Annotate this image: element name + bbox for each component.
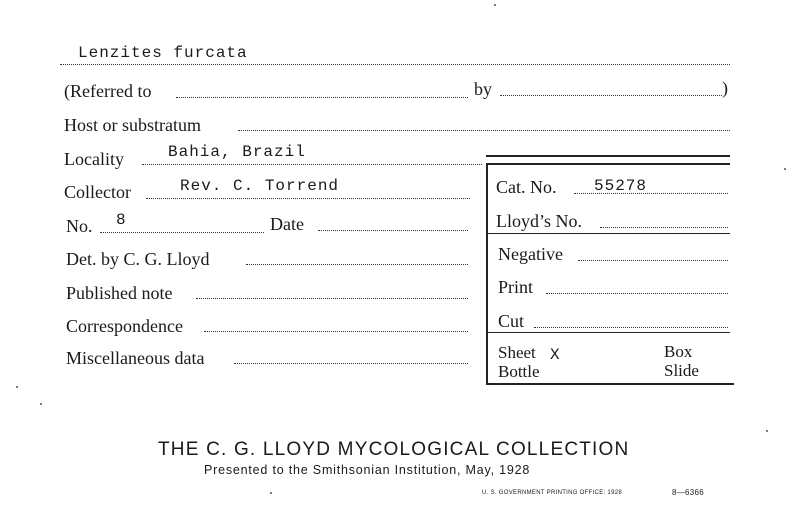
collection-subtitle: Presented to the Smithsonian Institution, May, 1928 (204, 463, 531, 477)
referred-to-label: (Referred to (64, 81, 152, 101)
panel-top-rule-2 (486, 163, 730, 165)
misc-data-line (234, 363, 468, 364)
collector-value: Rev. C. Torrend (180, 177, 340, 195)
host-label: Host or substratum (64, 115, 201, 135)
date-label: Date (270, 214, 304, 234)
no-line (100, 232, 264, 233)
published-note-line (196, 298, 468, 299)
locality-label: Locality (64, 149, 124, 169)
cat-no-label: Cat. No. (496, 177, 557, 197)
date-line (318, 230, 468, 231)
scan-speck (766, 430, 768, 432)
scan-speck (494, 4, 496, 6)
scan-speck (784, 168, 786, 170)
panel-divider-1 (486, 233, 730, 234)
print-line (546, 293, 728, 294)
host-line (238, 130, 730, 131)
locality-line (142, 164, 482, 165)
bottle-label: Bottle (498, 362, 540, 381)
cut-label: Cut (498, 311, 525, 331)
species-line (60, 64, 730, 65)
panel-left-border (486, 163, 488, 385)
negative-line (578, 260, 728, 261)
locality-value: Bahia, Brazil (168, 143, 306, 161)
printer-imprint: U. S. GOVERNMENT PRINTING OFFICE: 1928 (482, 490, 622, 496)
by-label: by (474, 79, 492, 99)
correspondence-line (204, 331, 468, 332)
cat-no-line (574, 193, 728, 194)
negative-label: Negative (498, 244, 563, 264)
referred-to-line (176, 97, 468, 98)
det-by-label: Det. by C. G. Lloyd (66, 249, 210, 269)
by-line (500, 95, 722, 96)
sheet-mark: X (550, 346, 561, 364)
collector-label: Collector (64, 182, 131, 202)
panel-bottom-rule (486, 383, 734, 385)
misc-data-label: Miscellaneous data (66, 348, 205, 368)
close-paren: ) (722, 78, 728, 98)
lloyds-no-line (600, 227, 728, 228)
slide-label: Slide (664, 361, 699, 380)
print-label: Print (498, 277, 534, 297)
form-number: 8—6366 (672, 488, 705, 497)
scan-speck (16, 386, 18, 388)
box-label: Box (664, 342, 693, 361)
cat-no-value: 55278 (594, 177, 648, 195)
scan-speck (40, 403, 42, 405)
collector-line (146, 198, 470, 199)
no-value: 8 (116, 211, 127, 229)
lloyds-no-label: Lloyd’s No. (496, 211, 583, 231)
collection-title: THE C. G. LLOYD MYCOLOGICAL COLLECTION (158, 439, 630, 460)
cut-line (534, 327, 728, 328)
correspondence-label: Correspondence (66, 316, 183, 336)
no-label: No. (66, 216, 93, 236)
sheet-label: Sheet (498, 343, 536, 362)
species-name: Lenzites furcata (78, 44, 248, 62)
panel-divider-2 (486, 332, 730, 333)
scan-speck (270, 492, 272, 494)
panel-top-rule (486, 155, 730, 157)
det-by-line (246, 264, 468, 265)
published-note-label: Published note (66, 283, 173, 303)
